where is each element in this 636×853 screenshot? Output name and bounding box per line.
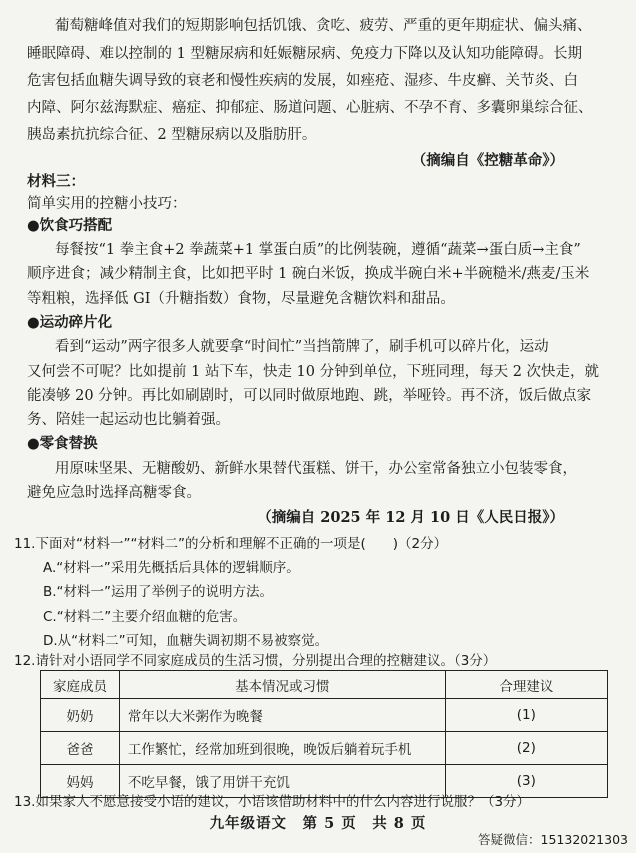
material3-source: （摘编自 2025 年 12 月 10 日《人民日报》） [257,509,564,526]
contact-watermark: 答疑微信：15132021303 [478,832,628,847]
family-habits-table [40,670,608,798]
material2-line-1: 葡萄糖峰值对我们的短期影响包括饥饿、贪吃、疲劳、严重的更年期症状、偏头痛、 [55,18,592,34]
suggestion-cell[interactable]: (2) [445,732,607,765]
member-cell: 妈妈 [41,765,120,798]
habit-cell: 不吃早餐，饿了用饼干充饥 [119,765,445,798]
material2-line-4: 内障、阿尔兹海默症、癌症、抑郁症、肠道问题、心脏病、不孕不育、多囊卵巢综合征、 [27,100,593,116]
habit-cell: 常年以大米粥作为晚餐 [119,699,445,732]
exercise-heading: ●运动碎片化 [27,314,113,331]
member-cell: 爸爸 [41,732,120,765]
exercise-line-3: 能凑够 20 分钟。再比如刷剧时，可以同时做原地跑、跳，举哑铃。再不济，饭后做点家 [27,388,592,404]
exercise-line-4: 务、陪娃一起运动也比躺着强。 [27,412,230,428]
diet-line-3: 等粗粮，选择低 GI（升糖指数）食物，尽量避免含糖饮料和甜品。 [27,291,455,307]
header-suggestion: 合理建议 [445,671,607,699]
material3-title: 材料三： [27,173,85,190]
material2-source: （摘编自《控糖革命》） [411,152,564,169]
member-cell: 奶奶 [41,699,120,732]
table-row [41,732,608,765]
snack-line-1: 用原味坚果、无糖酸奶、新鲜水果替代蛋糕、饼干，办公室常备独立小包装零食， [55,461,577,477]
exercise-line-1: 看到“运动”两字很多人就要拿“时间忙”当挡箭牌了，刷手机可以碎片化，运动 [55,339,549,355]
header-member: 家庭成员 [41,671,120,699]
table-header-row [41,671,608,699]
header-habit: 基本情况或习惯 [119,671,445,699]
q11-option-b: B.“材料一”运用了举例子的说明方法。 [43,584,274,600]
diet-line-1: 每餐按“1 拳主食+2 拳蔬菜+1 掌蛋白质”的比例装碗，遵循“蔬菜→蛋白质→主食” [55,242,581,258]
diet-heading: ●饮食巧搭配 [27,217,113,234]
suggestion-cell[interactable]: (3) [445,765,607,798]
q11-option-d: D.从“材料二”可知，血糖失调初期不易被察觉。 [43,633,329,649]
suggestion-cell[interactable]: (1) [445,699,607,732]
page-footer: 九年级语文 第 5 页 共 8 页 [209,815,427,832]
material2-line-5: 胰岛素抗抗综合征、2 型糖尿病以及脂肪肝。 [27,127,317,143]
q12-stem: 12.请针对小语同学不同家庭成员的生活习惯，分别提出合理的控糖建议。（3分） [14,653,497,669]
q11-option-a: A.“材料一”采用先概括后具体的逻辑顺序。 [43,560,300,576]
diet-line-2: 顺序进食；减少精制主食，比如把平时 1 碗白米饭，换成半碗白米+半碗糙米/燕麦/玉米 [27,266,590,282]
q13-stem: 13.如果家人不愿意接受小语的建议，小语该借助材料中的什么内容进行说服？（3分） [14,794,531,810]
material2-line-3: 危害包括血糖失调导致的衰老和慢性疾病的发展，如痤疮、湿疹、牛皮癣、关节炎、白 [27,73,578,89]
snack-heading: ●零食替换 [27,435,98,452]
snack-line-2: 避免应急时选择高糖零食。 [27,485,201,501]
material3-intro: 简单实用的控糖小技巧： [27,196,187,212]
q11-stem: 11.下面对“材料一”“材料二”的分析和理解不正确的一项是( )（2分） [14,536,448,552]
exercise-line-2: 又何尝不可呢？比如提前 1 站下车，快走 10 分钟到单位，下班同理，每天 2 次快走，就 [27,364,600,380]
habit-cell: 工作繁忙，经常加班到很晚，晚饭后躺着玩手机 [119,732,445,765]
q11-option-c: C.“材料二”主要介绍血糖的危害。 [43,609,247,625]
table-row [41,699,608,732]
material2-line-2: 睡眠障碍、难以控制的 1 型糖尿病和妊娠糖尿病、免疫力下降以及认知功能障碍。长期 [27,46,582,62]
